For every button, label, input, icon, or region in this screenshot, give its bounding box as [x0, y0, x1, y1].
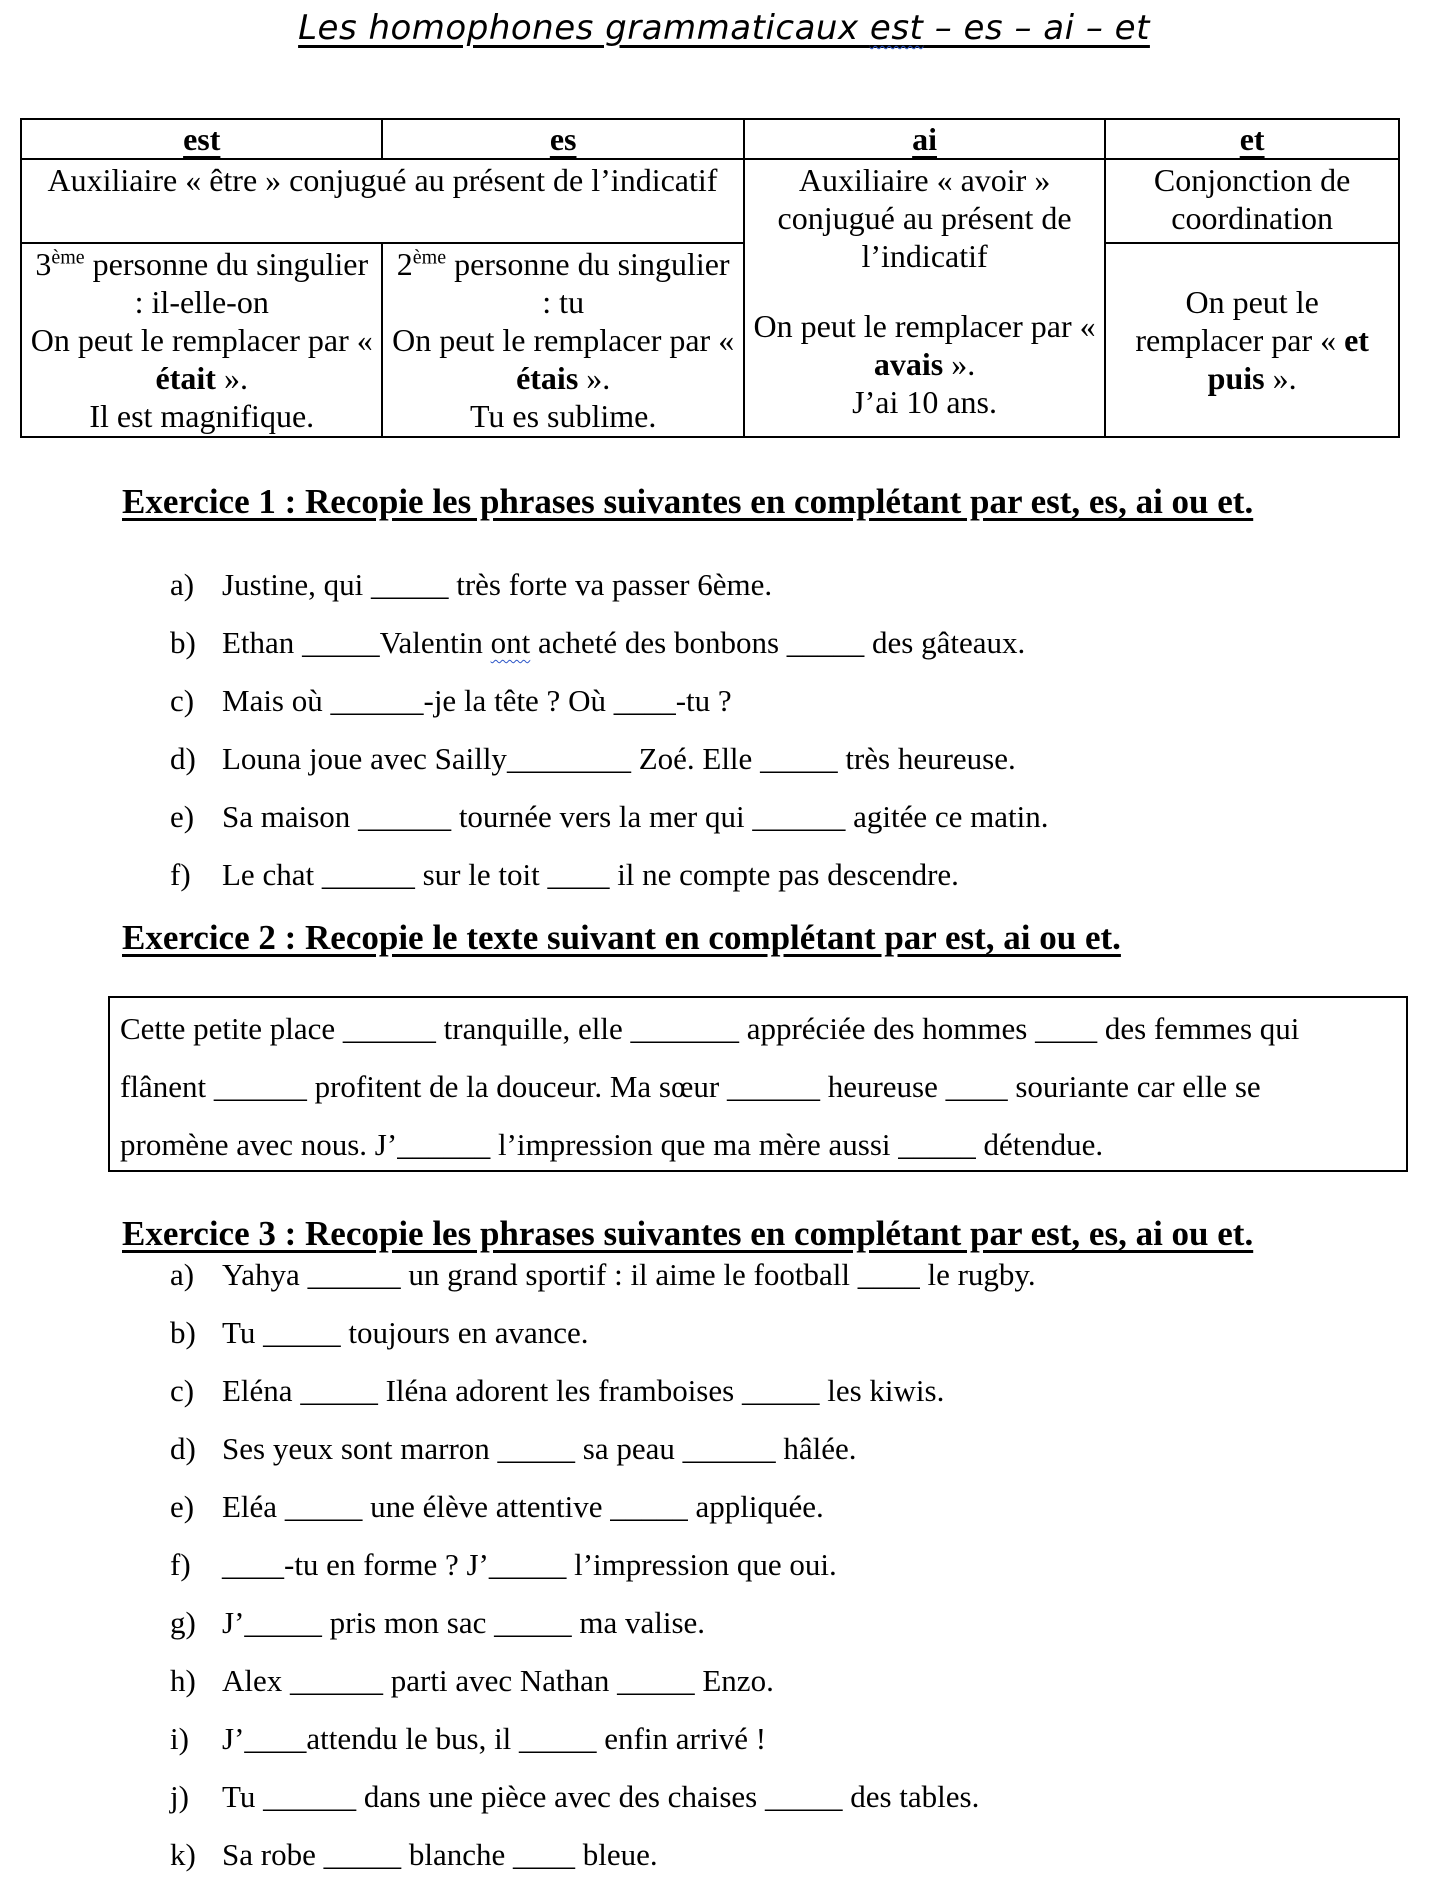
est-es-description: Auxiliaire « être » conjugué au présent de l’indicatif	[21, 159, 744, 243]
answer-blank: _____	[263, 1315, 341, 1350]
answer-blank: ____	[945, 1069, 1008, 1104]
item-marker: e)	[170, 1489, 195, 1524]
answer-blank: ____	[244, 1721, 307, 1756]
answer-blank: ______	[321, 857, 415, 892]
sentence-text: pris mon sac	[321, 1605, 495, 1640]
item-sentence	[222, 682, 732, 720]
answer-blank: ______	[290, 1663, 384, 1698]
sentence-text: -je la tête ? Où	[423, 683, 614, 718]
title-suffix: – es – ai – et	[923, 8, 1150, 48]
sentence-text: l’impression que oui.	[566, 1547, 837, 1582]
et-cell	[1105, 243, 1399, 437]
sentence-text: Sa robe	[222, 1837, 324, 1872]
exercise2-heading: Exercice 2 : Recopie le texte suivant en complétant par est, ai ou et.	[122, 918, 1121, 957]
sentence-text: J’	[222, 1721, 245, 1756]
item-marker: b)	[170, 625, 196, 660]
header-es: es	[382, 119, 743, 159]
sentence-text: des tables.	[842, 1779, 980, 1814]
sentence-text: bleue.	[574, 1837, 658, 1872]
table-description-row	[21, 159, 1399, 243]
item-marker: d)	[170, 741, 196, 776]
item-marker: c)	[170, 683, 195, 718]
sentence-text: l’impression que ma mère aussi	[490, 1127, 899, 1162]
answer-blank: _____	[786, 625, 865, 660]
sentence-text: Iléna adorent les framboises	[377, 1373, 742, 1408]
est-cell	[21, 243, 382, 437]
sentence-text: Tu	[222, 1315, 264, 1350]
answer-blank: ______	[358, 799, 452, 834]
sentence-text: détendue.	[975, 1127, 1104, 1162]
ai-example: J’ai 10 ans.	[852, 384, 997, 420]
es-cell	[382, 243, 743, 437]
sentence-text: très heureuse.	[837, 741, 1016, 776]
item-sentence	[222, 1314, 589, 1352]
answer-blank: _____	[284, 1489, 363, 1524]
sentence-text: appréciée des hommes	[738, 1011, 1036, 1046]
sentence-text: ont	[490, 625, 531, 660]
sentence-text: souriante car elle se	[1007, 1069, 1261, 1104]
est-person: 3ème personne du singulier : il-elle-on	[35, 246, 369, 320]
ai-description: Auxiliaire « avoir » conjugué au présent de l’indicatif	[777, 162, 1072, 274]
es-replace: On peut le remplacer par « étais ».	[392, 322, 735, 396]
answer-blank: _____	[610, 1489, 688, 1524]
sentence-text: hâlée.	[775, 1431, 857, 1466]
answer-blank: _______	[630, 1011, 739, 1046]
answer-blank: ______	[752, 799, 846, 834]
exercise1-heading: Exercice 1 : Recopie les phrases suivantes en complétant par est, es, ai ou et.	[122, 482, 1254, 521]
item-sentence	[222, 856, 959, 894]
sentence-text: Valentin	[379, 625, 491, 660]
answer-blank: ______	[263, 1779, 357, 1814]
es-example: Tu es sublime.	[469, 398, 657, 434]
sentence-text: Zoé. Elle	[630, 741, 761, 776]
item-sentence	[222, 1720, 766, 1758]
item-marker: b)	[170, 1315, 196, 1350]
et-description: Conjonction de coordination	[1105, 159, 1399, 243]
answer-blank: ____	[512, 1837, 575, 1872]
sentence-text: toujours en avance.	[340, 1315, 589, 1350]
answer-blank: _____	[370, 567, 449, 602]
item-sentence	[222, 1546, 837, 1584]
item-sentence	[222, 1256, 1036, 1294]
header-et: et	[1105, 119, 1399, 159]
text-line	[120, 1116, 1396, 1174]
sentence-text: ma valise.	[571, 1605, 706, 1640]
item-sentence	[222, 1488, 824, 1526]
exercise2-textbox	[108, 996, 1408, 1172]
header-ai: ai	[744, 119, 1105, 159]
answer-blank: _____	[244, 1605, 322, 1640]
item-sentence	[222, 798, 1048, 836]
sentence-text: Justine, qui	[222, 567, 371, 602]
sentence-text: le rugby.	[919, 1257, 1036, 1292]
sentence-text: Tu	[222, 1779, 264, 1814]
sentence-text: dans une pièce avec des chaises	[356, 1779, 765, 1814]
sentence-text: J’	[222, 1605, 245, 1640]
table-detail-row	[21, 243, 1399, 437]
answer-blank: _____	[323, 1837, 402, 1872]
sentence-text: attendu le bus, il	[306, 1721, 520, 1756]
item-marker: h)	[170, 1663, 196, 1698]
sentence-text: tranquille, elle	[435, 1011, 631, 1046]
sentence-text: Ethan	[222, 625, 303, 660]
item-sentence	[222, 1430, 857, 1468]
title-first-word: est	[869, 8, 924, 48]
answer-blank: ____	[547, 857, 610, 892]
answer-blank: _____	[764, 1779, 843, 1814]
sentence-text: Louna joue avec Sailly	[222, 741, 507, 776]
item-sentence	[222, 1836, 658, 1874]
answer-blank: ______	[682, 1431, 776, 1466]
sentence-text: sur le toit	[414, 857, 548, 892]
answer-blank: _____	[488, 1547, 567, 1582]
sentence-text: très forte va passer 6ème.	[448, 567, 773, 602]
et-replace: On peut le remplacer par « et puis ».	[1135, 284, 1369, 396]
exercise3-heading: Exercice 3 : Recopie les phrases suivantes en complétant par est, es, ai ou et.	[122, 1214, 1254, 1253]
item-marker: e)	[170, 799, 195, 834]
answer-blank: _____	[617, 1663, 695, 1698]
answer-blank: ____	[1035, 1011, 1098, 1046]
item-sentence	[222, 624, 1025, 662]
est-replace: On peut le remplacer par « était ».	[30, 322, 373, 396]
es-person: 2ème personne du singulier : tu	[396, 246, 730, 320]
sentence-text: Sa maison	[222, 799, 359, 834]
sentence-text: enfin arrivé !	[596, 1721, 767, 1756]
answer-blank: ______	[307, 1257, 401, 1292]
item-marker: f)	[170, 857, 191, 892]
sentence-text: flânent	[120, 1069, 214, 1104]
sentence-text: -tu en forme ? J’	[284, 1547, 489, 1582]
header-est: est	[21, 119, 382, 159]
item-sentence	[222, 1604, 705, 1642]
item-marker: g)	[170, 1605, 196, 1640]
sentence-text: il ne compte pas descendre.	[609, 857, 959, 892]
worksheet-title	[0, 8, 1448, 48]
answer-blank: ______	[330, 683, 424, 718]
sentence-text: acheté des bonbons	[530, 625, 787, 660]
sentence-text: Yahya	[222, 1257, 308, 1292]
answer-blank: _____	[302, 625, 380, 660]
answer-blank: _____	[519, 1721, 597, 1756]
sentence-text: tournée vers la mer qui	[451, 799, 753, 834]
item-marker: a)	[170, 1257, 195, 1292]
sentence-text: blanche	[401, 1837, 513, 1872]
answer-blank: ________	[506, 741, 631, 776]
sentence-text: les kiwis.	[819, 1373, 945, 1408]
answer-blank: ____	[613, 683, 676, 718]
answer-blank: ______	[213, 1069, 307, 1104]
table-header-row	[21, 119, 1399, 159]
item-sentence	[222, 740, 1016, 778]
title-prefix: Les homophones grammaticaux	[298, 8, 870, 48]
ai-cell	[744, 159, 1105, 437]
item-marker: i)	[170, 1721, 189, 1756]
sentence-text: promène avec nous. J’	[120, 1127, 398, 1162]
sentence-text: Eléna	[222, 1373, 301, 1408]
sentence-text: Eléa	[222, 1489, 285, 1524]
item-marker: a)	[170, 567, 195, 602]
answer-blank: ______	[397, 1127, 491, 1162]
ai-replace: On peut le remplacer par « avais ».	[753, 308, 1096, 382]
item-sentence	[222, 1662, 774, 1700]
item-marker: f)	[170, 1547, 191, 1582]
sentence-text: Ses yeux sont marron	[222, 1431, 498, 1466]
item-marker: d)	[170, 1431, 196, 1466]
item-marker: c)	[170, 1373, 195, 1408]
item-sentence	[222, 1778, 979, 1816]
sentence-text: un grand sportif : il aime le football	[400, 1257, 858, 1292]
item-sentence	[222, 566, 772, 604]
sentence-text: des gâteaux.	[864, 625, 1026, 660]
sentence-text: Le chat	[222, 857, 322, 892]
answer-blank: _____	[300, 1373, 378, 1408]
answer-blank: _____	[494, 1605, 572, 1640]
sentence-text: heureuse	[819, 1069, 946, 1104]
answer-blank: ____	[222, 1547, 284, 1582]
sentence-text: Enzo.	[694, 1663, 774, 1698]
answer-blank: _____	[898, 1127, 976, 1162]
item-sentence	[222, 1372, 944, 1410]
sentence-text: Cette petite place	[120, 1011, 343, 1046]
sentence-text: une élève attentive	[362, 1489, 611, 1524]
sentence-text: sa peau	[575, 1431, 683, 1466]
sentence-text: profitent de la douceur. Ma sœur	[306, 1069, 727, 1104]
answer-blank: _____	[497, 1431, 576, 1466]
sentence-text: agitée ce matin.	[845, 799, 1049, 834]
answer-blank: ______	[342, 1011, 436, 1046]
sentence-text: parti avec Nathan	[383, 1663, 618, 1698]
item-marker: k)	[170, 1837, 196, 1872]
text-line	[120, 1000, 1396, 1058]
answer-blank: _____	[741, 1373, 820, 1408]
lesson-table	[20, 118, 1400, 438]
sentence-text: Mais où	[222, 683, 331, 718]
sentence-text: -tu ?	[675, 683, 732, 718]
sentence-text: Alex	[222, 1663, 291, 1698]
answer-blank: _____	[760, 741, 838, 776]
item-marker: j)	[170, 1779, 189, 1814]
est-example: Il est magnifique.	[89, 398, 315, 434]
sentence-text: appliquée.	[687, 1489, 824, 1524]
answer-blank: ______	[726, 1069, 820, 1104]
text-line	[120, 1058, 1396, 1116]
answer-blank: ____	[857, 1257, 920, 1292]
sentence-text: des femmes qui	[1097, 1011, 1300, 1046]
